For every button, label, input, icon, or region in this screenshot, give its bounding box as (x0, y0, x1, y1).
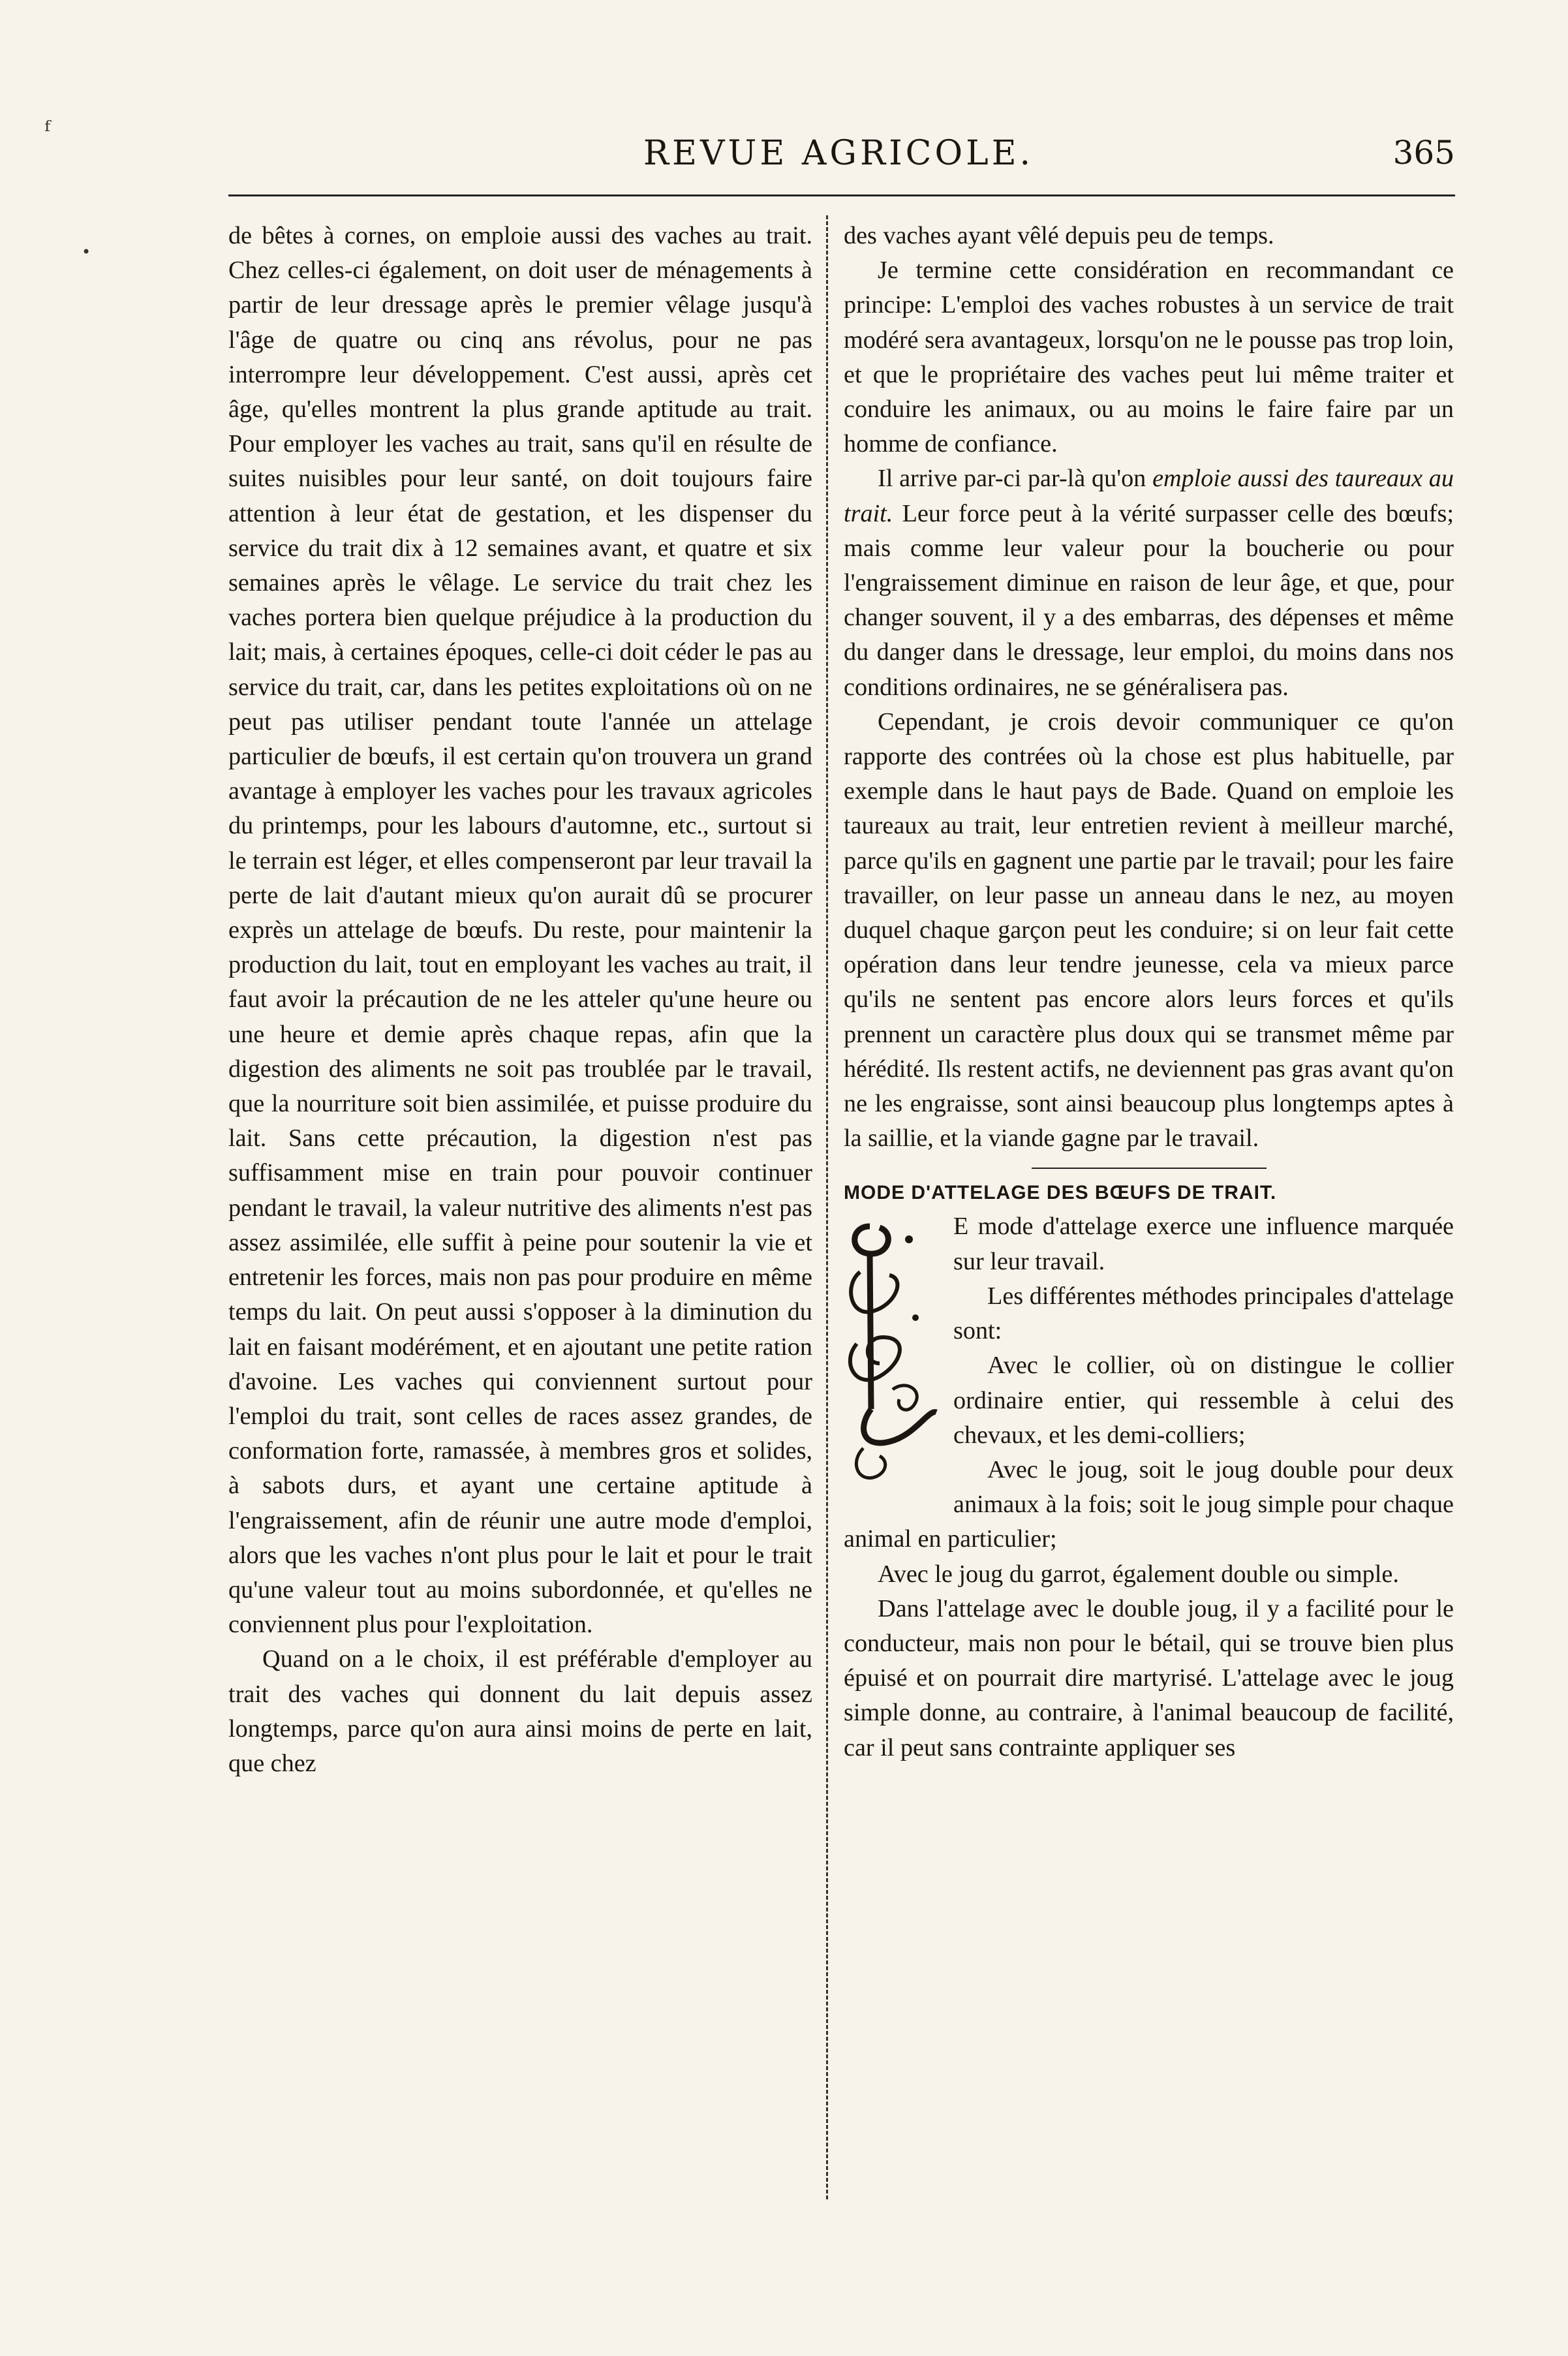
ornamental-dropcap-icon (844, 1213, 942, 1494)
right-paragraph-4: Cependant, je crois devoir communiquer ce qu'on rapporte des contrées où la chose est plus habituelle, par exemple dans le haut pays de Bade. Quand on emploie les taureaux au trait, leur entretien revient à meilleur marché, parce qu'ils en gagnent une partie par le travail; pour les faire travailler, on leur passe un anneau dans le nez, au moyen duquel chaque garçon peut les conduire; si on leur fait cette opération dans leur tendre jeunesse, cela va mieux parce qu'ils ne sentent pas encore alors leurs forces et qu'ils prennent un caractère plus doux qui se transmet même par hérédité. Ils restent actifs, ne deviennent pas gras avant qu'on ne les engraisse, sont ainsi beaucoup plus longtemps aptes à la saillie, et la viande gagne par le travail. (844, 707, 1454, 1153)
section-paragraph-3: Avec le collier, où on distingue le collier ordinaire entier, qui ressemble à celui des chevaux, et les demi-colliers; (953, 1352, 1454, 1449)
section-paragraph-6: Dans l'attelage avec le double joug, il y a facilité pour le conducteur, mais non pour le bétail, qui se trouve bien plus épuisé et on pourrait dire martyrisé. L'attelage avec le joug simple donne, au contraire, à l'animal beaucoup de facilité, car il peut sans contrainte appliquer ses (844, 1594, 1454, 1761)
section-paragraph-2: Les différentes méthodes principales d'attelage sont: (953, 1282, 1454, 1345)
section-body (844, 1209, 1454, 1765)
para3-end: Leur force peut à la vérité surpasser celle des bœufs; mais comme leur valeur pour la boucherie ou pour l'engraissement diminue en raison de leur âge, et que, pour changer souvent, il y a des embarras, des dépenses et même du danger dans le dressage, leur emploi, du moins dans nos conditions ordinaires, ne se généralisera pas. (844, 499, 1454, 701)
running-title: REVUE AGRICOLE. (643, 134, 1034, 173)
left-column (228, 219, 812, 1781)
section-rule (1032, 1168, 1267, 1169)
para3-italic: emploie aussi des taureaux au trait. (844, 465, 1454, 527)
left-paragraph-1: de bêtes à cornes, on emploie aussi des vaches au trait. Chez celles-ci également, on doit user de ménagements à partir de leur dressage après le premier vêlage jusqu'à l'âge de quatre ou cinq ans révolus, pour ne pas interrompre leur développement. C'est aussi, après cet âge, qu'elles montrent la plus grande aptitude au trait. Pour employer les vaches au trait, sans qu'il en résulte de suites nuisibles pour leur santé, on doit toujours faire attention à leur état de gestation, et les dispenser du service du trait dix à 12 semaines avant, et quatre et six semaines après le vêlage. Le service du trait chez les vaches portera bien quelque préjudice à la production du lait; mais, à certaines époques, celle-ci doit céder le pas au service du trait, car, dans les petites exploitations où on ne peut pas utiliser pendant toute l'année un attelage particulier de bœufs, il est certain qu'on trouvera un grand avantage à employer les vaches pour les travaux agricoles du printemps, pour les labours d'automne, etc., surtout si le terrain est léger, et elles compenseront par leur travail la perte de lait d'autant mieux qu'on aurait dû se procurer exprès un attelage de bœufs. Du reste, pour maintenir la production du lait, tout en employant les vaches au trait, il faut avoir la précaution de ne les atteler qu'une heure ou une heure et demie après chaque repas, afin que la digestion des aliments ne soit pas troublée par le travail, que la nourriture soit bien assimilée, et puisse produire du lait. Sans cette précaution, la digestion n'est pas suffisamment mise en train pour pouvoir continuer pendant le travail, la valeur nutritive des aliments n'est pas assez assimilée, elle suffit à peine pour soutenir la vie et entretenir les forces, mais non pas pour produire en même temps du lait. On peut aussi s'opposer à la diminution du lait en faisant modérément, et en ajoutant une petite ration d'avoine. Les vaches qui conviennent surtout pour l'emploi du trait, sont celles de races assez grandes, de conformation forte, ramassée, à membres gros et solides, à sabots durs, et ayant une certaine aptitude à l'engraissement, afin de réunir une autre mode d'emploi, alors que les vaches n'ont plus pour le lait et pour le trait qu'une valeur tout au moins subordonnée, et qu'elles ne conviennent plus pour l'exploitation. (228, 222, 812, 1639)
section-title: MODE D'ATTELAGE DES BŒUFS DE TRAIT. (844, 1182, 1277, 1204)
para3-start: Il arrive par-ci par-là qu'on (878, 465, 1146, 493)
section-paragraph-1-text: E mode d'attelage exerce une influence marquée sur leur travail. (953, 1213, 1454, 1275)
margin-mark-f: ᶠ (44, 116, 50, 146)
right-column (844, 219, 1454, 1765)
right-paragraph-1: des vaches ayant vêlé depuis peu de temps. (844, 222, 1274, 249)
section-paragraph-5: Avec le joug du garrot, également double ou simple. (878, 1560, 1399, 1588)
right-paragraph-3 (844, 461, 1454, 704)
header-rule (228, 194, 1455, 196)
running-header (222, 134, 1455, 186)
column-separator (826, 215, 828, 2199)
section-paragraph-4: Avec le joug, soit le joug double pour deux animaux à la fois; soit le joug simple pour chaque animal en particulier; (844, 1455, 1454, 1553)
margin-dot: • (82, 243, 91, 261)
right-paragraph-2: Je termine cette considération en recommandant ce principe: L'emploi des vaches robustes à un service de trait modéré sera avantageux, lorsqu'on ne le pousse pas trop loin, et que le propriétaire des vaches peut lui même traiter et conduire les animaux, ou au moins le faire faire par un homme de confiance. (844, 256, 1454, 458)
left-paragraph-2: Quand on a le choix, il est préférable d'employer au trait des vaches qui donnent du lait depuis assez longtemps, parce qu'on aura ainsi moins de perte en lait, que chez (228, 1645, 812, 1777)
page-number: 365 (1392, 134, 1455, 172)
